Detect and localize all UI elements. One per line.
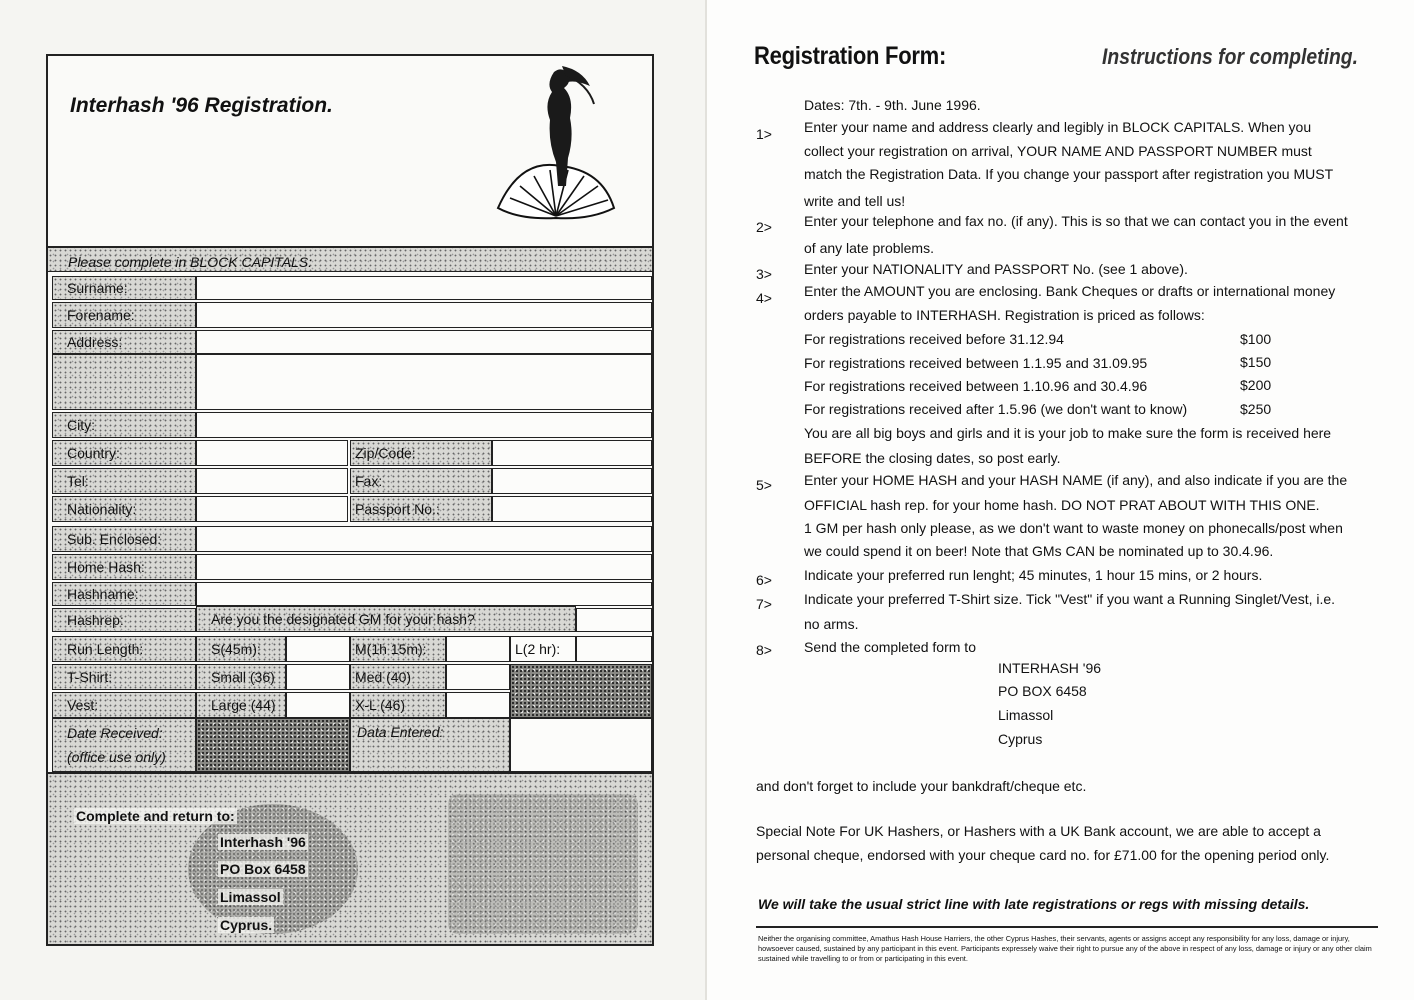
item-number: 6> — [756, 572, 772, 588]
caps-notice: Please complete in BLOCK CAPITALS: — [48, 246, 652, 272]
item-6-line-1: Indicate your preferred run lenght; 45 minutes, 1 hour 15 mins, or 2 hours. — [804, 567, 1263, 583]
item-8-line-1: Send the completed form to — [804, 639, 976, 655]
form-title: Interhash '96 Registration. — [70, 94, 333, 117]
shaded-area — [448, 794, 638, 934]
passport-field[interactable] — [492, 496, 652, 522]
return-line-1: Interhash '96 — [220, 834, 306, 850]
venus-on-shell-illustration — [490, 58, 620, 230]
office-use-label: (office use only) — [67, 749, 166, 765]
city-field[interactable] — [196, 412, 652, 438]
country-label: Country: — [52, 440, 196, 466]
item-number: 4> — [756, 290, 772, 306]
item-number: 8> — [756, 642, 772, 658]
liability-disclaimer: Neither the organising committee, Amathus Hash House Harriers, the other Cyprus Hashes, their servants, agents or assigns accept any responsibility for any loss, damage or injury, howsoever caused, sustained by any participant in this event. Participants expressely waive their right to pursue any of the above in respect of any loss, damage or injury or any other claim sustained while travelling to or from or participating in this event. — [758, 934, 1372, 963]
return-line-2: PO Box 6458 — [220, 861, 306, 877]
run-length-label: Run Length: — [52, 636, 196, 662]
late-registration-warning: We will take the usual strict line with late registrations or regs with missing details. — [758, 896, 1310, 912]
item-number: 2> — [756, 219, 772, 235]
surname-label: Surname: — [52, 276, 196, 300]
closing-note-line-1: You are all big boys and girls and it is your job to make sure the form is received here — [804, 425, 1332, 441]
item-7-line-1: Indicate your preferred T-Shirt size. Tick "Vest" if you want a Running Singlet/Vest, i.e. — [804, 591, 1336, 607]
item-1-line-3: match the Registration Data. If you change your passport after registration you MUST — [804, 166, 1334, 182]
divider — [756, 926, 1378, 928]
price-row-amount: $150 — [1240, 354, 1272, 370]
price-row-label: For registrations received between 1.10.96 and 30.4.96 — [804, 378, 1148, 394]
item-7-line-2: no arms. — [804, 616, 859, 632]
xl-label: X-L (46) — [350, 692, 446, 718]
home-hash-field[interactable] — [196, 554, 652, 580]
dates-line: Dates: 7th. - 9th. June 1996. — [804, 97, 981, 113]
fax-field[interactable] — [492, 468, 652, 494]
zip-field[interactable] — [492, 440, 652, 466]
item-number: 3> — [756, 266, 772, 282]
passport-label: Passport No.: — [350, 496, 492, 522]
special-note-line-2: personal cheque, endorsed with your cheque card no. for £71.00 for the opening period only. — [756, 847, 1330, 863]
page-fold — [705, 0, 707, 1000]
item-5-line-1: Enter your HOME HASH and your HASH NAME (if any), and also indicate if you are the — [804, 472, 1348, 488]
run-m-label: M(1h 15m): — [350, 636, 446, 662]
item-3-line-1: Enter your NATIONALITY and PASSPORT No. (see 1 above). — [804, 261, 1188, 277]
date-received-label: Date Received: — [67, 725, 163, 741]
reminder: and don't forget to include your bankdraft/cheque etc. — [756, 778, 1087, 794]
address-label: Address: — [52, 330, 196, 354]
item-1-line-1: Enter your name and address clearly and legibly in BLOCK CAPITALS. When you — [804, 119, 1312, 135]
price-row-label: For registrations received between 1.1.95 and 31.09.95 — [804, 355, 1148, 371]
send-address-line-2: PO BOX 6458 — [998, 683, 1087, 699]
sub-enclosed-label: Sub. Enclosed: — [52, 526, 196, 552]
home-hash-label: Home Hash: — [52, 554, 196, 580]
item-2-line-2: of any late problems. — [804, 240, 934, 256]
tel-label: Tel: — [52, 468, 196, 494]
vest-label: Vest: — [52, 692, 196, 718]
nationality-field[interactable] — [196, 496, 348, 522]
price-row-label: For registrations received after 1.5.96 (we don't want to know) — [804, 401, 1188, 417]
return-heading: Complete and return to: — [76, 808, 235, 824]
closing-note-line-2: BEFORE the closing dates, so post early. — [804, 450, 1061, 466]
item-number: 1> — [756, 126, 772, 142]
med-label: Med (40) — [350, 664, 446, 690]
date-received-field[interactable] — [196, 718, 350, 772]
item-number: 7> — [756, 596, 772, 612]
hashname-label: Hashname: — [52, 582, 196, 606]
send-address-line-3: Limassol — [998, 707, 1054, 723]
hashname-field[interactable] — [196, 582, 652, 606]
item-1-line-4: write and tell us! — [804, 193, 906, 209]
surname-field[interactable] — [196, 276, 652, 300]
hashrep-label: Hashrep: — [52, 608, 196, 632]
zip-label: Zip/Code: — [350, 440, 492, 466]
size-shaded-area — [510, 664, 652, 718]
date-received-block — [52, 718, 196, 772]
small-label: Small (36) — [196, 664, 286, 690]
tel-field[interactable] — [196, 468, 348, 494]
sub-enclosed-field[interactable] — [196, 526, 652, 552]
address-label-spacer — [52, 354, 196, 410]
forename-label: Forename: — [52, 302, 196, 328]
gm-answer-field[interactable] — [576, 608, 652, 632]
gm-question: Are you the designated GM for your hash? — [196, 606, 576, 632]
price-row-label: For registrations received before 31.12.94 — [804, 331, 1064, 347]
item-1-line-2: collect your registration on arrival, YOUR NAME AND PASSPORT NUMBER must — [804, 143, 1312, 159]
address-field-1[interactable] — [196, 330, 652, 354]
nationality-label: Nationality: — [52, 496, 196, 522]
forename-field[interactable] — [196, 302, 652, 328]
price-row-amount: $100 — [1240, 331, 1272, 347]
item-4-line-2: orders payable to INTERHASH. Registration is priced as follows: — [804, 307, 1205, 323]
instructions-subheading: Instructions for completing. — [1102, 44, 1358, 69]
item-5-line-2: OFFICIAL hash rep. for your home hash. DO NOT PRAT ABOUT WITH THIS ONE. — [804, 497, 1320, 513]
item-5-line-3: 1 GM per hash only please, as we don't want to waste money on phonecalls/post when — [804, 520, 1343, 536]
large-label: Large (44) — [196, 692, 286, 718]
instructions-heading: Registration Form: — [754, 42, 947, 70]
return-address-box — [48, 772, 652, 944]
small-box[interactable] — [286, 664, 350, 690]
country-field[interactable] — [196, 440, 348, 466]
data-entered-label: Data Entered: — [350, 718, 510, 772]
fax-label: Fax: — [350, 468, 492, 494]
special-note-line-1: Special Note For UK Hashers, or Hashers with a UK Bank account, we are able to accept a — [756, 823, 1321, 839]
send-address-line-4: Cyprus — [998, 731, 1043, 747]
address-field-2[interactable] — [196, 354, 652, 410]
item-number: 5> — [756, 477, 772, 493]
city-label: City: — [52, 412, 196, 438]
item-4-line-1: Enter the AMOUNT you are enclosing. Bank Cheques or drafts or international money — [804, 283, 1336, 299]
tshirt-label: T-Shirt: — [52, 664, 196, 690]
return-line-4: Cyprus. — [220, 917, 273, 933]
send-address-line-1: INTERHASH '96 — [998, 660, 1102, 676]
run-l-label: L(2 hr): — [510, 636, 576, 662]
med-box[interactable] — [446, 664, 510, 690]
large-box[interactable] — [286, 692, 350, 718]
run-s-box[interactable] — [286, 636, 350, 662]
run-s-label: S(45m): — [196, 636, 286, 662]
run-m-box[interactable] — [446, 636, 510, 662]
return-line-3: Limassol — [220, 889, 281, 905]
xl-box[interactable] — [446, 692, 510, 718]
price-row-amount: $200 — [1240, 377, 1272, 393]
item-2-line-1: Enter your telephone and fax no. (if any). This is so that we can contact you in the event — [804, 213, 1348, 229]
run-l-box[interactable] — [576, 636, 652, 662]
item-5-line-4: we could spend it on beer! Note that GMs CAN be nominated up to 30.4.96. — [804, 543, 1274, 559]
price-row-amount: $250 — [1240, 401, 1272, 417]
data-entered-field[interactable] — [510, 718, 652, 772]
